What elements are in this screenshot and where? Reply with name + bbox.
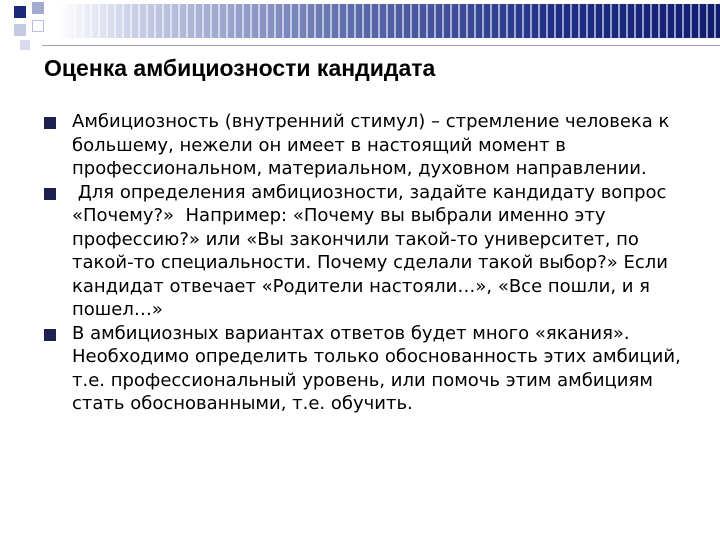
header-divider-line: [42, 45, 720, 46]
bullet-text: Амбициозность (внутренний стимул) – стремление человека к большему, нежели он имеет в настоящий момент в профессиональном, материальном, духовном направлении.: [72, 111, 670, 179]
square-bullet-icon: [44, 117, 56, 129]
bullet-item: [44, 110, 684, 181]
bullet-list: [44, 110, 684, 416]
slide-title: Оценка амбициозности кандидата: [44, 55, 436, 81]
decorative-square: [32, 20, 44, 32]
decorative-square: [20, 40, 30, 50]
bullet-item: [44, 322, 684, 416]
bullet-text: В амбициозных вариантах ответов будет много «якания». Необходимо определить только обоснованность этих амбиций, т.е. профессиональный уровень, или помочь этим амбициям стать обоснованными, т.е. обучить.: [72, 322, 681, 414]
square-bullet-icon: [44, 188, 56, 200]
header-gradient-band: [58, 4, 720, 38]
decorative-square: [32, 2, 44, 14]
decorative-square: [14, 6, 26, 18]
decorative-square: [14, 24, 26, 36]
bullet-text: Для определения амбициозности, задайте кандидату вопрос «Почему?» Например: «Почему вы выбрали именно эту профессию?» или «Вы закончили такой-то университет, по такой-то специальности. Почему сделали такой выбор?» Если кандидат отвечает «Родители настояли…», «Все пошли, и я пошел…»: [72, 181, 674, 320]
square-bullet-icon: [44, 329, 56, 341]
bullet-item: [44, 181, 684, 322]
